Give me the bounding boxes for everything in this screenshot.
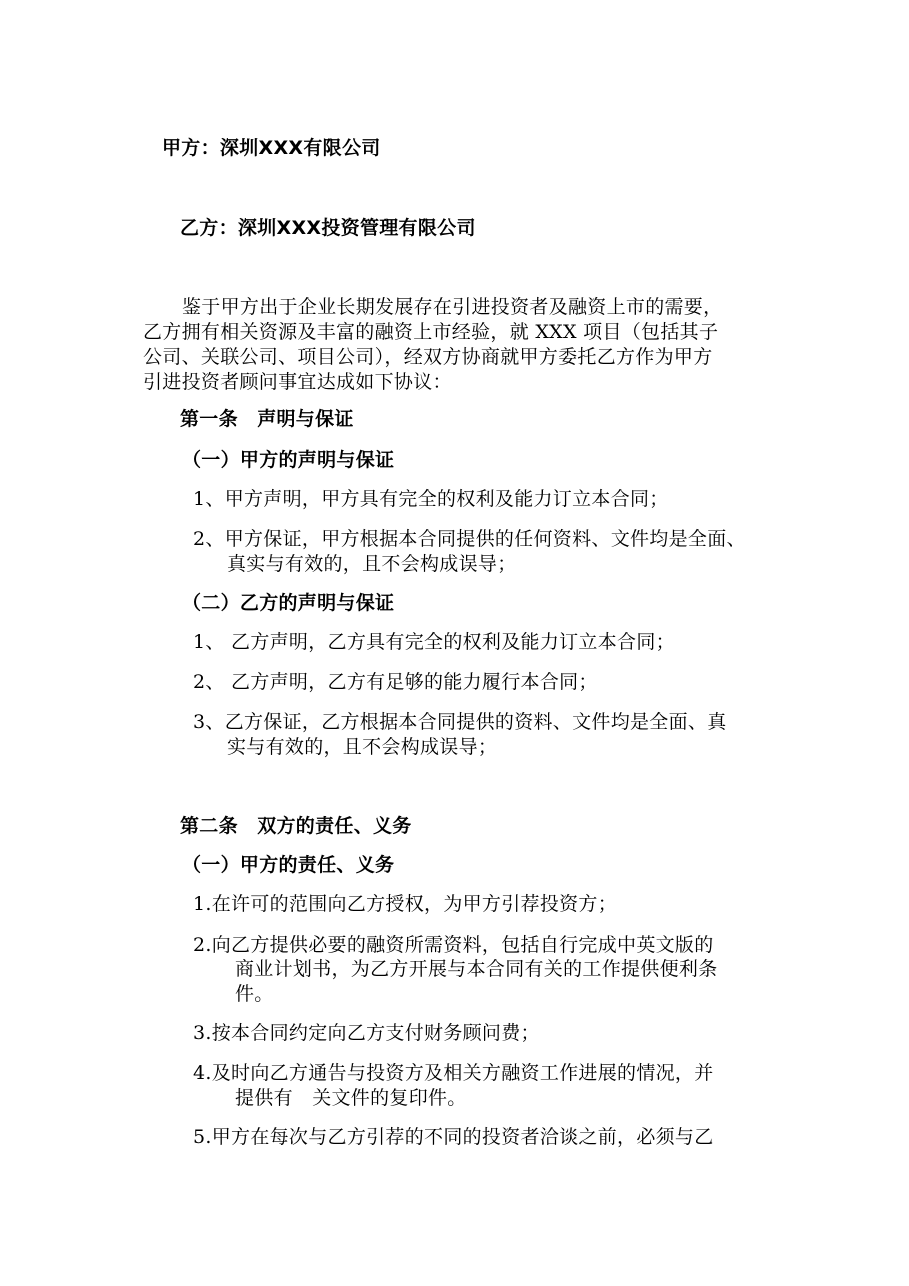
clause-item-continuation: 真实与有效的，且不会构成误导；	[227, 553, 517, 575]
clause-item: 5.甲方在每次与乙方引荐的不同的投资者洽谈之前，必须与乙	[193, 1126, 714, 1148]
preamble-line: 鉴于甲方出于企业长期发展存在引进投资者及融资上市的需要，	[182, 296, 723, 318]
article-2-title: 第二条 双方的责任、义务	[180, 815, 412, 837]
clause-item: 2.向乙方提供必要的融资所需资料，包括自行完成中英文版的	[193, 934, 714, 956]
clause-item-continuation: 商业计划书，为乙方开展与本合同有关的工作提供便利条	[235, 958, 718, 980]
clause-item: 1、甲方声明，甲方具有完全的权利及能力订立本合同；	[193, 488, 669, 510]
clause-item-continuation: 件。	[235, 983, 274, 1005]
article-1-section-a-title: （一）甲方的声明与保证	[182, 449, 395, 471]
clause-item: 1、 乙方声明，乙方具有完全的权利及能力订立本合同；	[193, 631, 675, 653]
party-b-heading: 乙方：深圳XXX投资管理有限公司	[180, 217, 476, 239]
clause-item: 1.在许可的范围向乙方授权，为甲方引荐投资方；	[193, 893, 618, 915]
preamble-line: 公司、关联公司、项目公司），经双方协商就甲方委托乙方作为甲方	[143, 346, 713, 368]
clause-item-continuation: 提供有 关文件的复印件。	[235, 1087, 467, 1109]
clause-item: 3.按本合同约定向乙方支付财务顾问费；	[193, 1022, 540, 1044]
article-1-section-b-title: （二）乙方的声明与保证	[182, 592, 395, 614]
party-a-heading: 甲方：深圳XXX有限公司	[162, 137, 381, 159]
clause-item-continuation: 实与有效的，且不会构成误导；	[227, 736, 498, 758]
article-2-section-a-title: （一）甲方的责任、义务	[182, 854, 395, 876]
preamble-line: 乙方拥有相关资源及丰富的融资上市经验，就 XXX 项目（包括其子	[143, 321, 719, 343]
preamble-line: 引进投资者顾问事宜达成如下协议：	[143, 371, 452, 393]
clause-item: 2、甲方保证，甲方根据本合同提供的任何资料、文件均是全面、	[193, 528, 746, 550]
clause-item: 3、乙方保证，乙方根据本合同提供的资料、文件均是全面、真	[193, 711, 727, 733]
clause-item: 4.及时向乙方通告与投资方及相关方融资工作进展的情况，并	[193, 1062, 714, 1084]
clause-item: 2、 乙方声明，乙方有足够的能力履行本合同；	[193, 671, 598, 693]
article-1-title: 第一条 声明与保证	[180, 408, 354, 430]
